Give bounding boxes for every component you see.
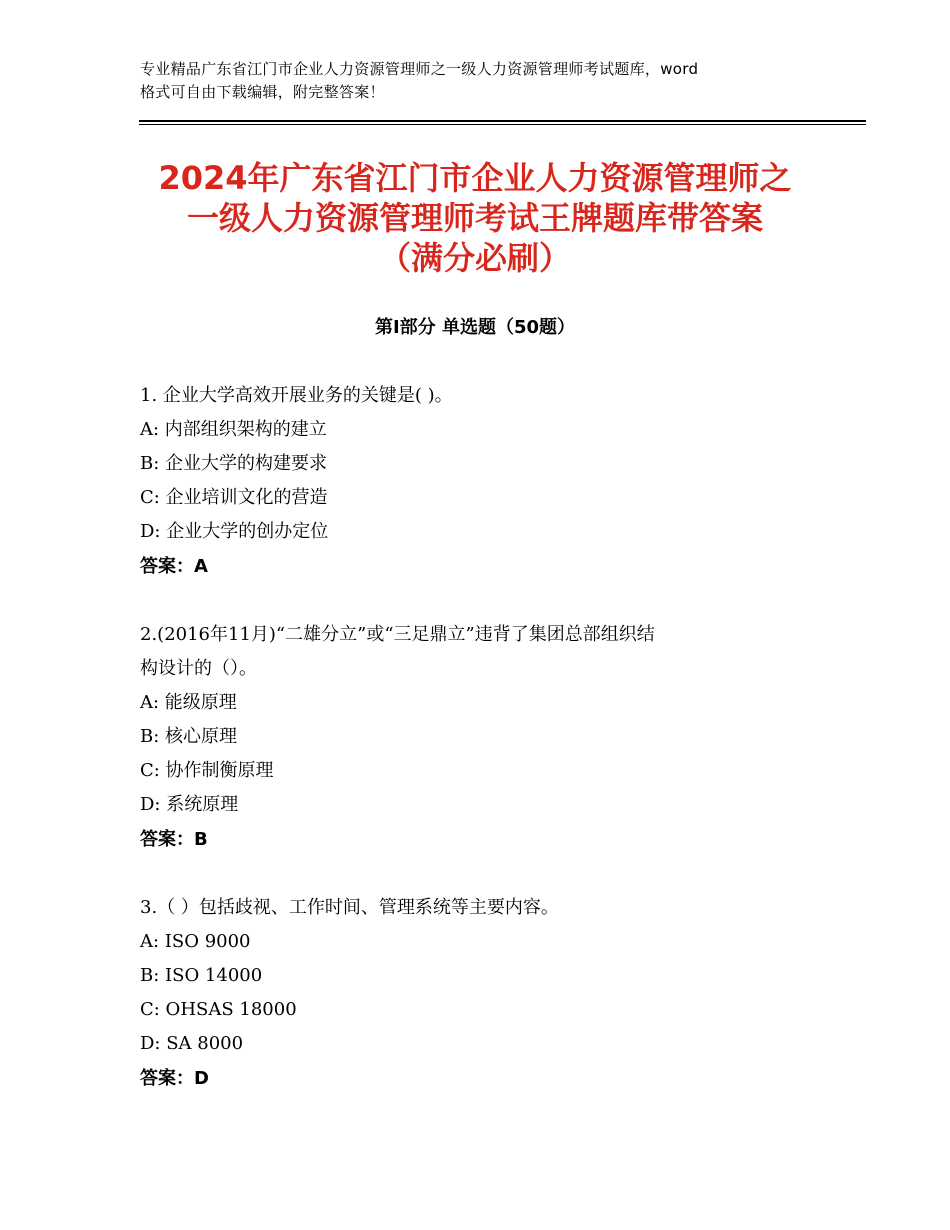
question-2-option-b: B: 核心原理	[140, 726, 238, 747]
question-1-option-b: B: 企业大学的构建要求	[140, 453, 328, 474]
question-2-answer: 答案：B	[140, 829, 208, 850]
title-line-2: 一级人力资源管理师考试王牌题库带答案	[186, 199, 763, 237]
header-rule-thin	[139, 124, 866, 125]
question-1-option-c: C: 企业培训文化的营造	[140, 487, 328, 508]
question-3-option-b: B: ISO 14000	[140, 965, 263, 986]
question-2-option-a: A: 能级原理	[140, 692, 237, 713]
question-3-option-a: A: ISO 9000	[140, 931, 251, 952]
question-3-option-d: D: SA 8000	[140, 1033, 244, 1054]
question-2-option-c: C: 协作制衡原理	[140, 760, 274, 781]
question-3-answer: 答案：D	[140, 1068, 209, 1089]
header-note-line-1: 专业精品广东省江门市企业人力资源管理师之一级人力资源管理师考试题库，word	[140, 60, 699, 78]
question-2-option-d: D: 系统原理	[140, 794, 239, 815]
question-2-stem-line-1: 2.(2016年11月)“二雄分立”或“三足鼎立”违背了集团总部组织结	[140, 624, 655, 645]
question-3-option-c: C: OHSAS 18000	[140, 999, 297, 1020]
header-rule-thick	[139, 120, 866, 122]
question-1-option-a: A: 内部组织架构的建立	[140, 419, 327, 440]
section-title: 第Ⅰ部分 单选题（50题）	[374, 317, 575, 338]
header-note-line-2: 格式可自由下载编辑，附完整答案！	[140, 83, 385, 101]
question-3-stem: 3.（ ）包括歧视、工作时间、管理系统等主要内容。	[140, 897, 559, 918]
question-1-option-d: D: 企业大学的创办定位	[140, 521, 329, 542]
title-line-3: （满分必刷）	[378, 239, 571, 277]
header-note	[140, 58, 830, 104]
document-title	[120, 158, 830, 278]
question-1-answer: 答案：A	[140, 556, 208, 577]
question-1-stem: 1. 企业大学高效开展业务的关键是( )。	[140, 385, 453, 406]
title-line-1: 2024年广东省江门市企业人力资源管理师之	[158, 159, 792, 197]
question-2-stem-line-2: 构设计的（）。	[140, 658, 257, 679]
